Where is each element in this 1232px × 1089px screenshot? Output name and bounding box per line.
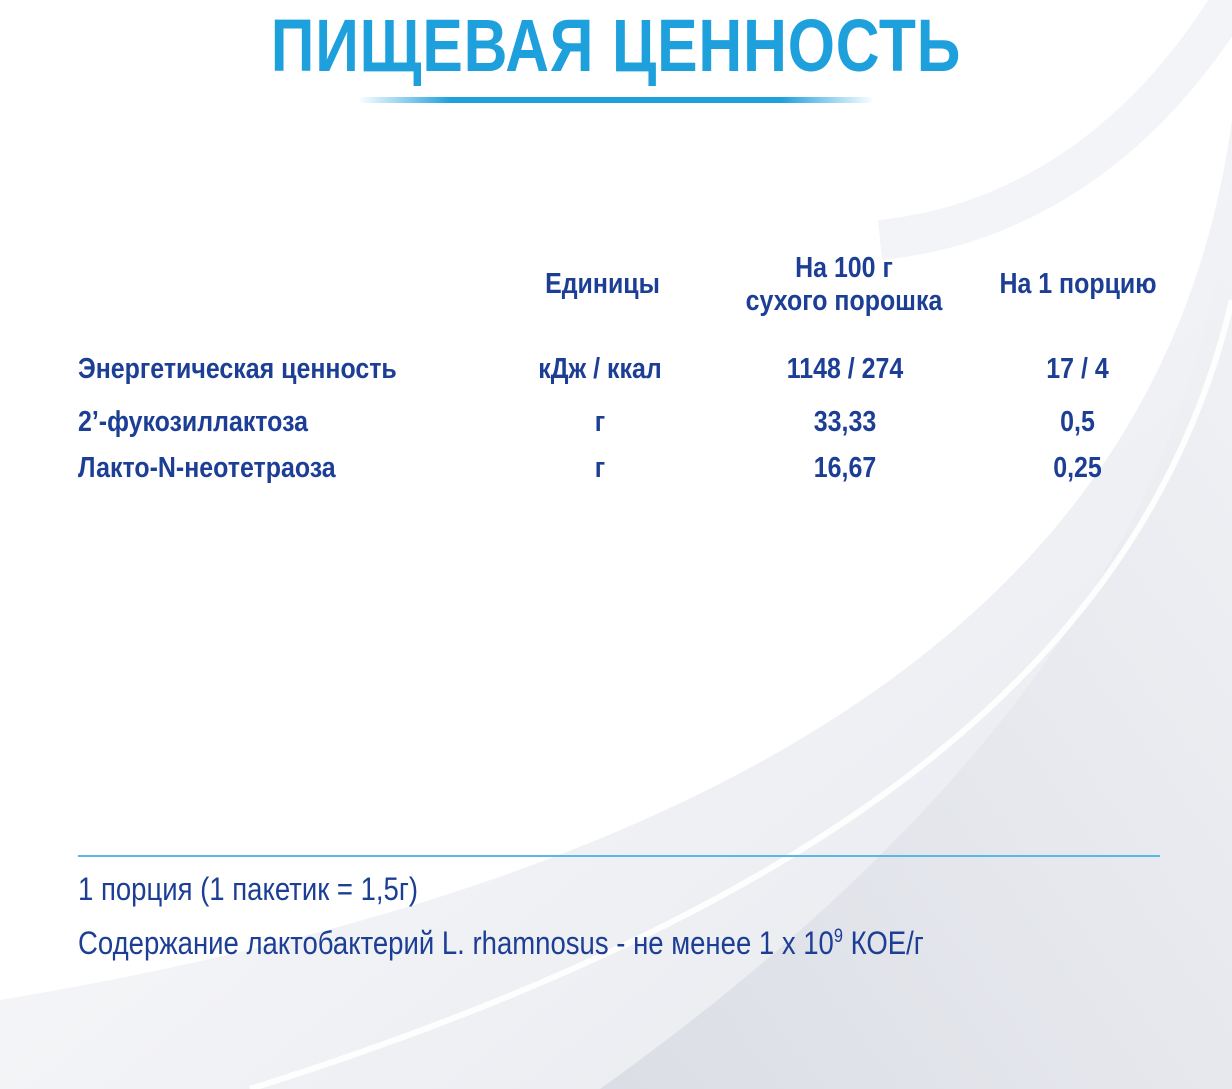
row-2fl-units: г: [594, 406, 606, 438]
header-units: Единицы: [545, 268, 660, 300]
row-lnnt-label: Лакто-N-неотетраоза: [78, 452, 336, 484]
header-per-100g: [720, 252, 968, 318]
row-energy-per-portion: 17 / 4: [1046, 353, 1109, 385]
bacteria-note-exponent: 9: [833, 926, 843, 947]
row-2fl-per100: 33,33: [813, 406, 877, 438]
title-underline: [358, 97, 874, 103]
row-2fl-per-portion: 0,5: [1060, 406, 1095, 438]
footer-portion-note: 1 порция (1 пакетик = 1,5г): [78, 871, 419, 907]
page-title: ПИЩЕВАЯ ЦЕННОСТЬ: [270, 4, 962, 87]
row-energy-per100: 1148 / 274: [786, 353, 904, 385]
row-2fl-label: 2’-фукозиллактоза: [78, 406, 309, 438]
row-energy-units: кДж / ккал: [538, 353, 662, 385]
row-energy-label: Энергетическая ценность: [78, 353, 397, 385]
footer-bacteria-note: [78, 918, 924, 962]
header-per-100g-line1: На 100 г: [795, 252, 893, 284]
footer-divider: [78, 855, 1160, 857]
row-lnnt-per-portion: 0,25: [1053, 452, 1102, 484]
row-lnnt-per100: 16,67: [813, 452, 877, 484]
row-lnnt-units: г: [594, 452, 606, 484]
header-per-100g-line2: сухого порошка: [745, 285, 943, 317]
header-per-portion: На 1 порцию: [999, 268, 1157, 300]
bacteria-note-prefix: Содержание лактобактерий L. rhamnosus - не менее 1 х 10: [78, 925, 834, 961]
bacteria-note-suffix: КОЕ/г: [842, 925, 924, 961]
